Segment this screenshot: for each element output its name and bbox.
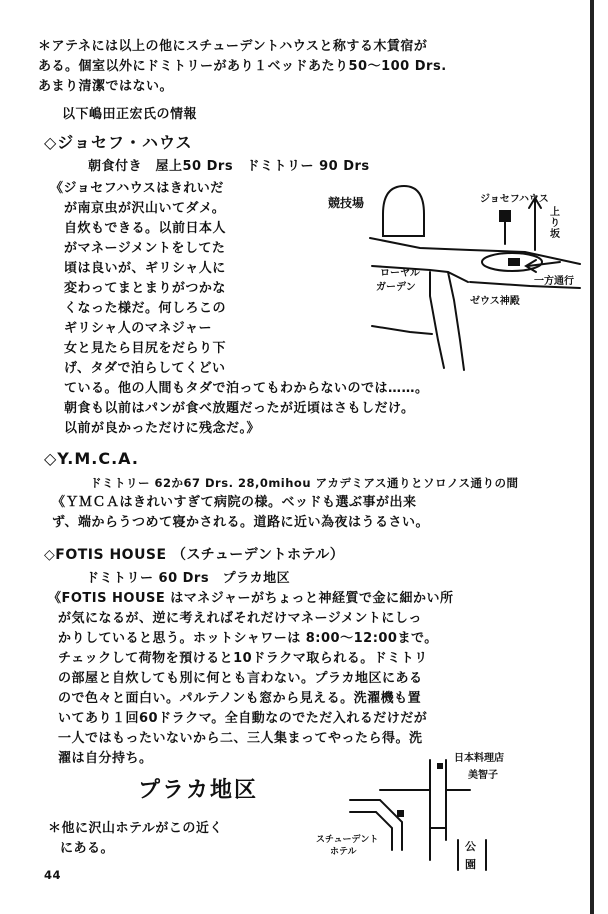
plaka-note-1: ＊他に沢山ホテルがこの近く xyxy=(48,821,223,836)
joseph-line: 朝食も以前はパンが食べ放題だったが近頃はさもしだけ。 xyxy=(64,401,415,416)
fotis-line: ので色々と面白い。パルテノンも窓から見える。洗濯機も置 xyxy=(58,691,422,706)
joseph-line: げ、タダで泊らしてくどい xyxy=(64,361,226,376)
ymca-line: 《ＹＭＣＡはきれいすぎて病院の様。ベッドも選ぶ事が出来 xyxy=(52,495,417,510)
fotis-line: が気になるが、逆に考えればそれだけマネージメントにしっ xyxy=(58,611,422,626)
hotel-marker xyxy=(397,810,404,817)
ymca-title: ◇Y.M.C.A. xyxy=(44,449,139,468)
map-one-way-label: 一方通行 xyxy=(534,276,574,287)
plaka-note-2: にある。 xyxy=(60,841,115,856)
map-royal-label-2: ガーデン xyxy=(376,282,416,293)
map-park-label: 公園 xyxy=(465,840,476,871)
fotis-line: かりしていると思う。ホットシャワーは 8:00〜12:00まで。 xyxy=(58,631,438,646)
map-stadium-label: 競技場 xyxy=(328,196,365,210)
joseph-line: が南京虫が沢山いてダメ。 xyxy=(64,201,226,216)
map-restaurant-label-1: 日本料理店 xyxy=(454,753,504,764)
restaurant-marker xyxy=(437,763,443,769)
map-uphill-label: 上り坂 xyxy=(550,207,560,240)
ymca-info: ドミトリー 62か67 Drs. 28,0mihou アカデミアス通りとソロノス通りの間 xyxy=(90,476,519,490)
joseph-line: 頃は良いが、ギリシャ人に xyxy=(64,261,226,276)
joseph-line: くなった様だ。何しろこの xyxy=(64,301,227,316)
map-joseph-label: ジョセフハウス xyxy=(480,194,549,205)
fotis-line: 一人ではもったいないから二、三人集まってやったら得。洗 xyxy=(58,731,423,746)
intro-line-1: ＊アテネには以上の他にスチューデントハウスと称する木賃宿が xyxy=(38,39,428,54)
joseph-line: ギリシャ人のマネジャー xyxy=(64,321,212,336)
map-zeus-label: ゼウス神殿 xyxy=(470,296,520,307)
joseph-line: 《ジョセフハウスはきれいだ xyxy=(50,181,224,196)
plaka-heading: プラカ地区 xyxy=(138,778,259,803)
map-student-label-1: スチューデント xyxy=(316,835,379,845)
joseph-line: ている。他の人間もタダで泊ってもわからないのでは……。 xyxy=(64,381,429,396)
fotis-line: 《FOTIS HOUSE はマネジャーがちょっと神経質で金に細かい所 xyxy=(48,591,454,606)
fotis-info: ドミトリー 60 Drs プラカ地区 xyxy=(86,571,291,586)
joseph-line: 自炊もできる。以前日本人 xyxy=(64,221,227,236)
map-restaurant-label-2: 美智子 xyxy=(468,770,498,781)
joseph-title: ◇ジョセフ・ハウス xyxy=(44,133,193,152)
joseph-line: 以前が良かっただけに残念だ。》 xyxy=(64,421,261,436)
fotis-line: の部屋と自炊しても別に何とも言わない。プラカ地区にある xyxy=(58,671,423,686)
joseph-line: 変わってまとまりがつかな xyxy=(64,281,226,296)
map-student-label-2: ホテル xyxy=(330,847,357,857)
fotis-line: 濯は自分持ち。 xyxy=(58,751,153,766)
joseph-line: がマネージメントをしてた xyxy=(64,241,226,256)
joseph-line: 女と見たら目尻をだらり下 xyxy=(64,341,227,356)
fotis-line: チェックして荷物を預けると10ドラクマ取られる。ドミトリ xyxy=(58,651,428,666)
intro-line-3: あまり清潔ではない。 xyxy=(38,79,174,94)
fotis-line: いてあり１回60ドラクマ。全自動なのでただ入れるだけだが xyxy=(58,711,428,726)
joseph-info: 朝食付き 屋上50 Drs ドミトリー 90 Drs xyxy=(88,159,370,174)
source-note: 以下嶋田正宏氏の情報 xyxy=(62,107,198,122)
ymca-line: ず、端からうつめて寝かされる。道路に近い為夜はうるさい。 xyxy=(52,515,429,530)
fotis-title: ◇FOTIS HOUSE （スチューデントホテル） xyxy=(44,547,345,563)
map-royal-label-1: ローヤル xyxy=(380,268,420,279)
page-number: 44 xyxy=(44,868,62,882)
intro-line-2: ある。個室以外にドミトリーがあり１ベッドあたり50〜100 Drs. xyxy=(38,59,447,74)
